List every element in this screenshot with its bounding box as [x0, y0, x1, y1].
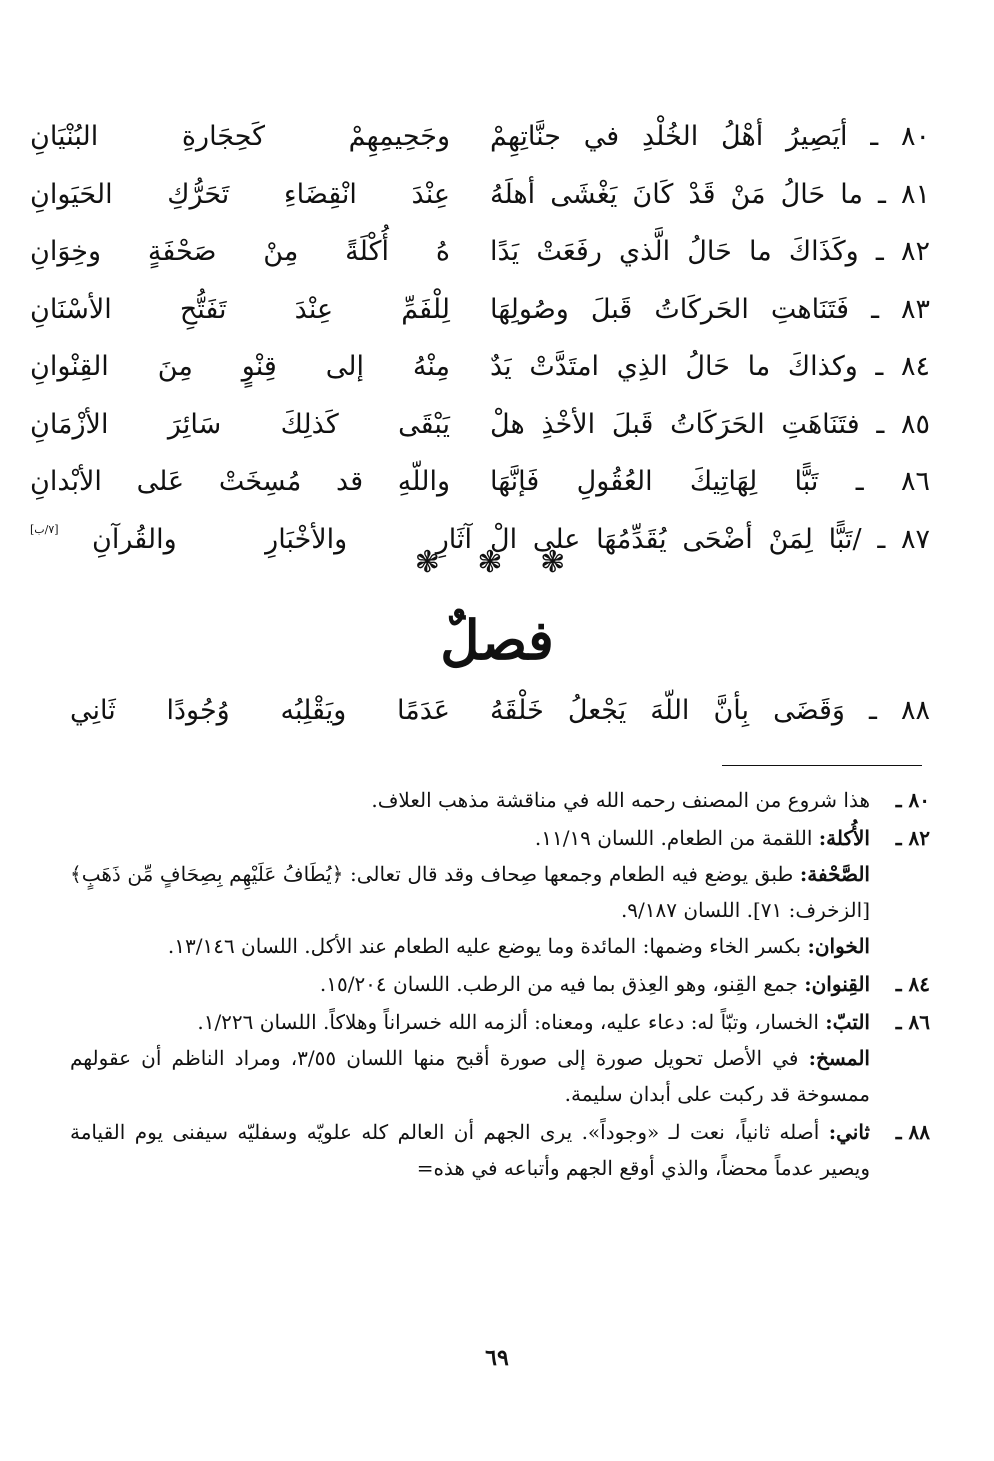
poem-verses: [30, 112, 930, 572]
verse-second-hemistich: عَدَمًا ويَقْلِبُه وُجُودًا ثَانِي: [70, 695, 450, 726]
footnote-number: ٨٠ ـ: [895, 788, 930, 812]
footnote-paragraph: [70, 928, 870, 964]
footnote-term: الخوان:: [807, 934, 870, 958]
verse-second-hemistich: لِلْفَمِّ عِنْدَ تَفَتُّحِ الأسْنَانِ: [30, 293, 450, 325]
verse-first-hemistich: ٨١ ـ ما حَالُ مَنْ قَدْ كَانَ يَغْشَى أهلَهُ: [490, 178, 930, 210]
footnote-paragraph: [70, 856, 870, 928]
verse-second-hemistich: مِنْهُ إلى قِنْوٍ مِنَ القِنْوانِ: [30, 351, 450, 382]
verse-line: [30, 457, 930, 515]
footnote-paragraph: [70, 1004, 870, 1040]
verse-first-hemistich: ٨٤ ـ وكذاكَ ما حَالُ الذِي امتَدَّتْ يَدٌ: [490, 351, 930, 382]
footnote-paragraph: [70, 1040, 870, 1112]
verse-first-hemistich: ٨٨ ـ وَقَضَى بِأنَّ اللّهَ يَجْعلُ خَلْقَهُ: [490, 695, 930, 726]
footnote-body: [70, 782, 870, 818]
footnote-body: [70, 820, 870, 964]
footnote-text: الخسار، وتبّاً له: دعاء عليه، ومعناه: ألزمه الله خسراناً وهلاكاً. اللسان ١/٢٢٦.: [197, 1010, 826, 1034]
footnote-body: [70, 1004, 870, 1112]
verse-line: [30, 170, 930, 228]
verse-second-hemistich: واللّهِ قد مُسِخَتْ عَلى الأبْدانِ: [30, 466, 450, 497]
verse-second-hemistich: هُ أُكْلَةً مِنْ صَحْفَةٍ وخِوَانِ: [30, 236, 450, 267]
verse-second-hemistich: وجَحِيمِهِمْ كَحِجَارةِ البُنْيَانِ: [30, 121, 450, 152]
footnote-text: هذا شروع من المصنف رحمه الله في مناقشة مذهب العلاف.: [371, 788, 870, 812]
verse-line: [30, 112, 930, 170]
footnote: [70, 782, 930, 818]
footnote-text: طبق يوضع فيه الطعام وجمعها صِحاف وقد قال تعالى: ﴿يُطَافُ عَلَيْهِم بِصِحَافٍ مِّن ذَهَبٍ﴾ [الزخرف: ٧١]. اللسان ٩/١٨٧.: [70, 862, 870, 922]
footnote-text: في الأصل تحويل صورة إلى صورة أقبح منها اللسان ٣/٥٥، ومراد الناظم أن عقولهم ممسوخة قد ركبت على أبدان سليمة.: [70, 1046, 870, 1106]
footnote: [70, 966, 930, 1002]
footnote: [70, 1004, 930, 1112]
footnote: [70, 820, 930, 964]
footnote-term: المسخ:: [808, 1046, 870, 1070]
footnote-body: [70, 966, 870, 1002]
footnote-number: ٨٢ ـ: [895, 826, 930, 850]
footnote-text: بكسر الخاء وضمها: المائدة وما يوضع عليه الطعام عند الأكل. اللسان ١٣/١٤٦.: [167, 934, 808, 958]
footnote-term: القِنوان:: [804, 972, 870, 996]
verse-second-hemistich: يَبْقَى كَذلِكَ سَائِرَ الأزْمَانِ: [30, 408, 450, 440]
verse-first-hemistich: ٨٧ ـ /تَبًّا لِمَنْ أضْحَى يُقَدِّمُهَا على الْ: [490, 523, 930, 555]
footnote-paragraph: [70, 1114, 870, 1186]
page-number: ٦٩: [485, 1345, 509, 1371]
verse-first-hemistich: ٨٦ ـ تَبًّا لِهَاتِيكَ العُقُولِ فَإنَّهَا: [490, 466, 930, 497]
footnote-term: الأُكلة:: [818, 826, 870, 850]
verse-first-hemistich: ٨٢ ـ وكَذَاكَ ما حَالُ الَّذي رفَعَتْ يَدًا: [490, 236, 930, 267]
verse-line: [70, 686, 930, 736]
verse-first-hemistich: ٨٠ ـ أيَصِيرُ أهْلُ الخُلْدِ في جنَّاتِهِمْ: [490, 121, 930, 152]
verse-line: [30, 342, 930, 400]
verse-second-hemistich: عِنْدَ انْقِضَاءِ تَحَرُّكِ الحَيَوانِ: [30, 178, 450, 210]
footnote-term: الصَّحْفة:: [799, 862, 870, 886]
verse-line: [30, 227, 930, 285]
folio-marker: [٧/ب]: [30, 522, 59, 536]
footnote-paragraph: [70, 820, 870, 856]
footnote-text: جمع القِنو، وهو العِذق بما فيه من الرطب. اللسان ١٥/٢٠٤.: [319, 972, 805, 996]
verse-first-hemistich: ٨٥ ـ فتَنَاهَتِ الحَرَكَاتُ قَبلَ الأخْذِ هلْ: [490, 408, 930, 440]
footnote-text: اللقمة من الطعام. اللسان ١١/١٩.: [534, 826, 819, 850]
verse-line: [30, 285, 930, 343]
footnote-term: التبّ:: [825, 1010, 870, 1034]
footnote-body: [70, 1114, 870, 1186]
ornament-separator: ❃ ❃ ❃: [414, 545, 580, 580]
footnote-number: ٨٨ ـ: [895, 1120, 930, 1144]
footnote-paragraph: [70, 966, 870, 1002]
verse-second-hemistich: آثَارِ والأخْبَارِ والقُرآنِ: [92, 523, 472, 555]
footnote: [70, 1114, 930, 1186]
footnote-number: ٨٤ ـ: [895, 972, 930, 996]
verse-first-hemistich: ٨٣ ـ فَتَنَاهتِ الحَركَاتُ قَبلَ وصُولِهَا: [490, 293, 930, 325]
footnotes: [70, 782, 930, 1188]
footnote-text: أصله ثانياً، نعت لـ «وجوداً». يرى الجهم أن العالم كله علويّه وسفليّه سيفنى يوم القيامة ويصير عدماً محضاً، والذي أوقع الجهم وأتباعه في هذه=: [70, 1120, 870, 1180]
footnote-divider: [722, 765, 922, 766]
section-heading: فصلٌ: [440, 608, 554, 672]
verse-line: [30, 400, 930, 458]
footnote-number: ٨٦ ـ: [895, 1010, 930, 1034]
footnote-paragraph: [70, 782, 870, 818]
footnote-term: ثاني:: [828, 1120, 870, 1144]
